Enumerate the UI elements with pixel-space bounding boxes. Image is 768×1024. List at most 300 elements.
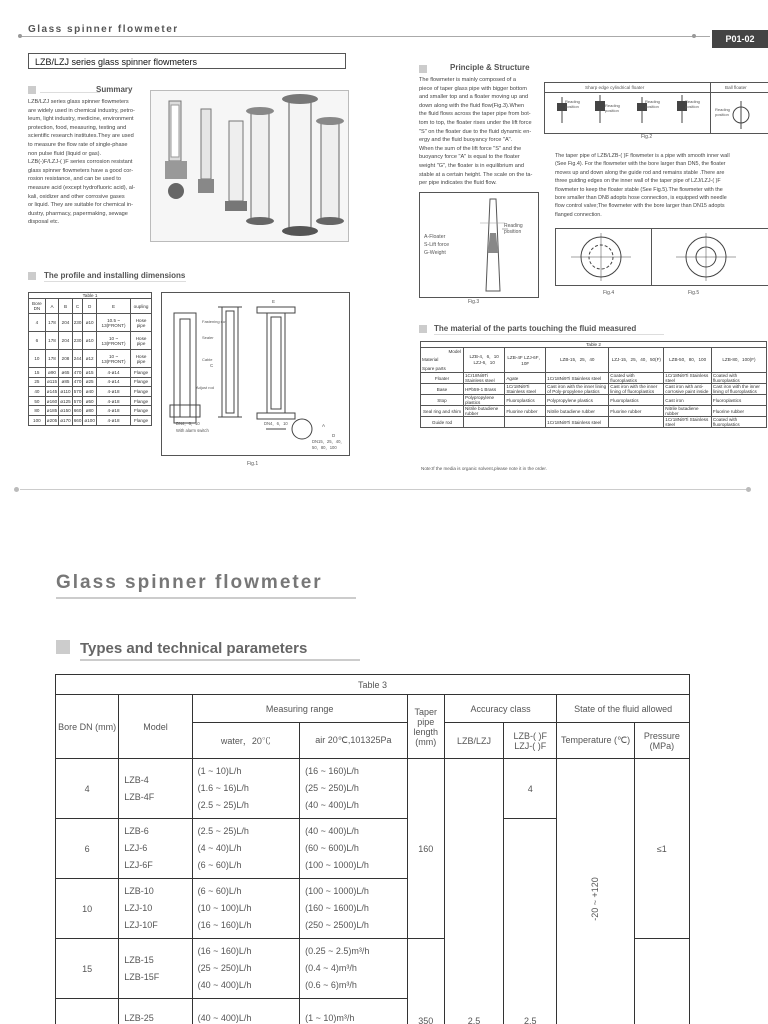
table1-cell: ø110: [59, 387, 72, 397]
principle-line: weight "G", the floater is in equilibrium and: [419, 162, 525, 169]
label-sealer: Sealer: [202, 335, 214, 340]
section-marker: [28, 86, 36, 94]
principle-line: piece of taper glass pipe with bigger bottom: [419, 85, 527, 92]
table2-model-header: LZB-4F LZJ-6F，10F: [505, 348, 546, 373]
table1-cell: Hose pipe: [131, 332, 152, 350]
label-dn-c: DN15，25，40，50，80，100: [312, 439, 345, 450]
fig3-reading-label: Reading position: [504, 223, 523, 235]
label-cable: Cable: [202, 357, 213, 362]
accuracy-cell: 2.5: [444, 759, 503, 1024]
table1-cell: ø40: [83, 387, 96, 397]
material-heading: The material of the parts touching the fluid measured: [434, 324, 637, 333]
table2-material-cell: 1Cr18Ni9Ti Stainless steel: [546, 373, 609, 384]
water-range: (16 ~ 160)L/h: [197, 920, 252, 930]
taper-line: flowmeter to keep the floater stable (See Fig.5).The flowmeter with the: [555, 186, 723, 193]
water-range: (1 ~ 10)L/h: [197, 766, 242, 776]
table1-cell: 25: [29, 377, 46, 387]
accuracy-f-cell: 2.5: [504, 819, 557, 1024]
table1-cell: ø12: [83, 350, 96, 368]
principle-line: stable at a certain height. The scale on the ta-: [419, 171, 533, 178]
model-cell: [119, 759, 192, 819]
water-cell: [192, 759, 300, 819]
table2-part-cell: Floater: [421, 373, 464, 384]
page2-section-text: Types and technical parameters: [80, 640, 308, 657]
air-range: (250 ~ 2500)L/h: [305, 920, 369, 930]
table1-cell: 178: [45, 350, 58, 368]
section-marker: [56, 640, 70, 654]
taper-pipe-text: [555, 152, 767, 219]
fig2-reading-label: Reading position: [685, 99, 700, 109]
product-photo: [150, 90, 349, 242]
figure-3: [419, 192, 539, 298]
summary-line: dustry, pharmacy, papermaking, sewage: [28, 210, 128, 217]
series-title: LZB/LZJ series glass spinner flowmeters: [28, 53, 346, 69]
summary-line: LZB(-)F/LZJ-( )F series corrosion resistant: [28, 159, 133, 166]
header-rule-dot: [692, 34, 696, 38]
table1-cell: 4-ø18: [96, 415, 130, 425]
table1-cell: 244: [72, 350, 83, 368]
taper-line: (See Fig.4). For the flowmeter with the bore larger than DN5, the floater: [555, 161, 726, 168]
table3-title: Table 3: [56, 675, 690, 695]
water-range: (2.5 ~ 25)L/h: [197, 826, 249, 836]
model-name: LZB-10: [124, 886, 154, 896]
water-range: (1.6 ~ 16)L/h: [197, 783, 249, 793]
fig2-reading-label: Reading position: [715, 107, 730, 117]
model-name: LZB-4: [124, 774, 149, 785]
table2-material-cell: Nitrile butadiene rubber: [546, 406, 609, 417]
table2-material-cell: Cast iron with the inner lining of Poly-propylene plastics: [546, 384, 609, 395]
principle-line: "S" on the floater due to the fluid dynamic en-: [419, 128, 532, 135]
table2-part-cell: Guide rod: [421, 417, 464, 428]
table-2: [420, 341, 767, 428]
table2-material-cell: Fluorine rubber: [609, 406, 664, 417]
table2-material-cell: Fluorine rubber: [505, 406, 546, 417]
model-name: LZJ-10F: [124, 920, 158, 930]
section-rule: [44, 281, 186, 282]
table-row: [29, 415, 152, 425]
model-name: LZB-6: [124, 826, 149, 836]
table-row: [421, 417, 767, 428]
dim-letter-c: C: [210, 363, 214, 368]
table1-cell: Flange: [131, 415, 152, 425]
summary-line: rosion resistance, and can be used to: [28, 176, 121, 183]
table2-material-cell: 1Cr18Ni9Ti Stainless steel: [546, 417, 609, 428]
header-rule: [20, 36, 710, 37]
page-separator: [20, 489, 748, 490]
table2-material-cell: [505, 417, 546, 428]
dim-letter-a: A: [322, 423, 326, 428]
table2-part-cell: Stop: [421, 395, 464, 406]
table2-model-header: LZB-50，80，100: [664, 348, 712, 373]
th-measuring: Measuring range: [192, 695, 407, 723]
air-range: (100 ~ 1000)L/h: [305, 860, 369, 870]
table2-model-header: LZB-4，6，10 LZJ-6，10: [464, 348, 505, 373]
th-model: Model: [119, 695, 192, 759]
model-cell: [119, 819, 192, 879]
taper-line: flanged connection.: [555, 211, 602, 218]
table1-cell: ø115: [45, 377, 58, 387]
table2-material-cell: Cast iron with the inner lining of fluoroplastics: [609, 384, 664, 395]
bore-cell: 6: [56, 819, 119, 879]
table1-cell: ø85: [59, 377, 72, 387]
water-range: (16 ~ 160)L/h: [197, 946, 252, 956]
th-lzb-lzj: LZB/LZJ: [444, 723, 503, 759]
table2-material-cell: 1Cr18Ni9Ti Stainless steel: [664, 417, 712, 428]
taper-pipe-cross-sections: [556, 229, 768, 285]
summary-line: disposal etc.: [28, 219, 60, 226]
table1-cell: ø25: [83, 377, 96, 387]
section-rule: [40, 92, 100, 93]
model-name: LZB-15: [124, 954, 154, 965]
table2-corner: [421, 348, 464, 373]
table2-material-cell: 1Cr18Ni9Ti Stainless steel: [664, 373, 712, 384]
model-name: LZJ-6F: [124, 860, 153, 870]
table-row: [29, 377, 152, 387]
table1-cell: ø185: [45, 406, 58, 416]
table2-material-cell: Cast iron with the inner lining of fluoroplastics: [711, 384, 766, 395]
table1-cell: 50: [29, 396, 46, 406]
table2-part-cell: Seal ring and shim: [421, 406, 464, 417]
summary-line: non pulse fluid (liquid or gas).: [28, 150, 102, 157]
th-state: State of the fluid allowed: [557, 695, 690, 723]
table2-material-cell: Coated with fluoroplastics: [711, 417, 766, 428]
summary-line: protection, food, measuring, testing and: [28, 124, 127, 131]
label-fastening-nut: Fastening nut: [202, 319, 227, 324]
table1-cell: Flange: [131, 406, 152, 416]
bore-cell: 4: [56, 759, 119, 819]
flowmeters-image: [151, 91, 348, 241]
fig3-label-weight: G-Weight: [424, 250, 446, 256]
principle-line: and smaller top and a floater moving up and: [419, 94, 529, 101]
table1-cell: ø65: [59, 368, 72, 378]
table1-cell: 470: [72, 368, 83, 378]
fig2-reading-label: Reading position: [645, 99, 660, 109]
air-cell: [300, 759, 408, 819]
air-cell: [300, 879, 408, 939]
principle-line: the fluid flows across the taper pipe from bot-: [419, 111, 531, 118]
fig3-caption: Fig.3: [468, 299, 480, 305]
principle-line: The flowmeter is mainly composed of a: [419, 77, 516, 83]
label-dn-a: DN4，6，10: [176, 421, 200, 426]
table-row: [29, 314, 152, 332]
water-cell: [192, 939, 300, 999]
table2-model-header: LZJ-15，25，40，50(F): [609, 348, 664, 373]
table-3: [55, 674, 690, 1024]
table1-header-cell: oupling: [131, 299, 152, 314]
summary-line: kali, oxidizer and other corrosive gases: [28, 193, 125, 200]
table2-material-cell: Nitrile butadiene rubber: [464, 406, 505, 417]
fig3-label-lift: S-Lift force: [424, 242, 450, 248]
corner-model: Model: [448, 349, 461, 354]
figure-1: [161, 292, 350, 456]
air-range: (160 ~ 1600)L/h: [305, 903, 369, 913]
table1-cell: ø160: [45, 396, 58, 406]
accuracy-f-cell: 4: [504, 759, 557, 819]
summary-line: or liquid. They are suitable for chemical in-: [28, 202, 133, 209]
table1-cell: 470: [72, 377, 83, 387]
table-row: [29, 332, 152, 350]
model-name: LZJ-10: [124, 903, 153, 913]
table2-material-cell: Polypropylene plastics: [464, 395, 505, 406]
figure-2: [544, 82, 768, 134]
water-range: (6 ~ 60)L/h: [197, 860, 242, 870]
water-range: (40 ~ 400)L/h: [197, 1013, 252, 1023]
separator-dot: [14, 487, 19, 492]
th-taper: Taper pipe length (mm): [407, 695, 444, 759]
table-1: [28, 292, 152, 426]
summary-line: glass spinner flowmeters have a good cor-: [28, 167, 134, 174]
separator-dot: [746, 487, 751, 492]
air-range: (40 ~ 400)L/h: [305, 826, 359, 836]
table1-cell: 660: [72, 415, 83, 425]
table1-cell: 570: [72, 396, 83, 406]
table2-material-cell: 1Cr18Ni9Ti Stainless steel: [505, 384, 546, 395]
table1-cell: 10 ~ 13(FRONT): [96, 332, 130, 350]
th-temperature: Temperature (℃): [557, 723, 634, 759]
table2-material-cell: Fluorine rubber: [711, 406, 766, 417]
principle-line: ergy and the fluid buoyancy force "A".: [419, 137, 513, 144]
section-marker: [419, 325, 427, 333]
table1-cell: ø170: [59, 415, 72, 425]
table1-cell: 80: [29, 406, 46, 416]
table1-cell: ø125: [59, 396, 72, 406]
table1-cell: 4-ø18: [96, 387, 130, 397]
table-row: [29, 368, 152, 378]
taper-cell: 160: [407, 759, 444, 939]
section-rule: [80, 659, 360, 661]
table1-cell: Flange: [131, 396, 152, 406]
table1-header-cell: B: [59, 299, 72, 314]
taper-cell: 350: [407, 939, 444, 1024]
table1-cell: Flange: [131, 368, 152, 378]
label-alarm-switch: With alarm switch: [176, 428, 209, 433]
fig2-reading-label: Reading position: [565, 99, 580, 109]
fig2-caption: Fig.2: [641, 134, 653, 140]
table1-cell: 4: [29, 314, 46, 332]
table1-cell: 660: [72, 406, 83, 416]
bore-cell: 10: [56, 879, 119, 939]
model-name: LZB-15F: [124, 971, 160, 982]
header-rule-dot: [18, 34, 22, 38]
table1-header-cell: Bore DN: [29, 299, 46, 314]
taper-line: flow control valve;The flowmeter with the bore larger than DN15 adopts: [555, 203, 725, 210]
table1-cell: 4-ø14: [96, 368, 130, 378]
model-name: LZJ-6: [124, 843, 148, 853]
fig2-right-title: Ball floater: [725, 85, 747, 90]
water-range: (40 ~ 400)L/h: [197, 980, 252, 990]
section-marker: [419, 65, 427, 73]
table2-material-cell: Coated with fluoroplastics: [609, 373, 664, 384]
taper-line: moves up and down along the guide rod and remains stable .There are: [555, 169, 725, 176]
label-dn-b: DN4，6，10: [264, 421, 288, 426]
table1-cell: ø150: [59, 406, 72, 416]
table1-cell: 4-ø14: [96, 377, 130, 387]
table-row: [29, 387, 152, 397]
summary-line: scientific research institutes.They are used: [28, 133, 134, 140]
air-range: (16 ~ 160)L/h: [305, 766, 359, 776]
dim-letter-e: E: [272, 299, 276, 304]
water-range: (10 ~ 100)L/h: [197, 903, 252, 913]
page-number-tag: P01-02: [712, 30, 768, 48]
label-adjust-rod: Adjust rod: [196, 385, 215, 390]
taper-line: The taper pipe of LZB/LZB-( )F flowmeter is a pipe with smooth inner wall: [555, 153, 730, 159]
table2-material-cell: Cast iron with anti-corrosive paint inside: [664, 384, 712, 395]
air-range: (25 ~ 250)L/h: [305, 783, 359, 793]
page2-title-rule: [56, 597, 356, 599]
table-row: [29, 350, 152, 368]
table1-cell: Hose pipe: [131, 314, 152, 332]
summary-heading: Summary: [96, 85, 133, 94]
table1-cell: 178: [45, 332, 58, 350]
section-marker: [28, 272, 36, 280]
table-row: [421, 384, 767, 395]
fig5-caption: Fig.5: [688, 290, 700, 296]
table2-material-cell: [609, 417, 664, 428]
table2-material-cell: Fluoroplastics: [609, 395, 664, 406]
profile-heading: The profile and installing dimensions: [44, 271, 186, 280]
table2-part-cell: Base: [421, 384, 464, 395]
table2-material-cell: Nitrile butadiene rubber: [664, 406, 712, 417]
water-range: (4 ~ 40)L/h: [197, 843, 242, 853]
air-range: (60 ~ 600)L/h: [305, 843, 359, 853]
fig3-label-floater: A-Floater: [424, 234, 446, 240]
model-name: LZB-25: [124, 1013, 154, 1023]
table1-header-cell: E: [96, 299, 130, 314]
air-range: (0.25 ~ 2.5)m³/h: [305, 946, 370, 956]
table-row: [29, 396, 152, 406]
taper-line: three guiding edges on the inner wall of the taper pipe of LZJ/LZJ-( )F: [555, 178, 721, 185]
table1-cell: ø50: [83, 396, 96, 406]
table2-model-header: LZB-80，100(F): [711, 348, 766, 373]
table1-cell: ø10: [83, 314, 96, 332]
fig4-caption: Fig.4: [603, 290, 615, 296]
summary-line: LZB/LZJ series glass spinner flowmeters: [28, 99, 129, 105]
air-range: (0.4 ~ 4)m³/h: [305, 963, 357, 973]
table-row: [421, 406, 767, 417]
water-range: (25 ~ 250)L/h: [197, 963, 252, 973]
table-row: [29, 406, 152, 416]
table1-cell: ø15: [83, 368, 96, 378]
principle-line: buoyancy force "A" is equal to the floater: [419, 154, 520, 161]
th-lzb-f: LZB-( )F LZJ-( )F: [504, 723, 557, 759]
table-row: [421, 395, 767, 406]
table2-material-cell: Polypropylene plastics: [546, 395, 609, 406]
table1-cell: 178: [45, 314, 58, 332]
corner-material: Material: [422, 357, 439, 362]
water-cell: [192, 819, 300, 879]
table1-cell: 570: [72, 387, 83, 397]
table-row: [56, 759, 690, 819]
bore-cell: 15: [56, 939, 119, 999]
th-bore: Bore DN (mm): [56, 695, 119, 759]
air-cell: [300, 999, 408, 1024]
table1-cell: Flange: [131, 377, 152, 387]
material-note: Note:If the media is organic solvent,please note it in the order.: [421, 466, 547, 471]
principle-line: per pipe indicates the fluid flow.: [419, 180, 497, 187]
table1-header-cell: C: [72, 299, 83, 314]
table1-cell: 4-ø18: [96, 396, 130, 406]
principle-text: [419, 76, 535, 188]
air-range: (100 ~ 1000)L/h: [305, 886, 369, 896]
table2-material-cell: HPb59-1 Brass: [464, 384, 505, 395]
water-range: (6 ~ 60)L/h: [197, 886, 242, 896]
summary-text: [28, 98, 146, 227]
summary-line: leum, light industry, medicine, environment: [28, 116, 134, 123]
principle-line: When the sum of the lift force "S" and the: [419, 145, 522, 152]
principle-heading: Principle & Structure: [450, 63, 530, 72]
th-accuracy: Accuracy class: [444, 695, 557, 723]
th-pressure: Pressure (MPa): [634, 723, 689, 759]
fig1-caption: Fig.1: [247, 461, 259, 467]
air-range: (40 ~ 400)L/h: [305, 800, 359, 810]
table2-model-header: LZB-15，25，40: [546, 348, 609, 373]
figures-4-5: [555, 228, 768, 286]
table2-material-cell: Agate: [505, 373, 546, 384]
table1-title: Table 1: [29, 293, 152, 299]
dim-letter-d: D: [332, 433, 336, 438]
model-cell: [119, 999, 192, 1024]
principle-line: down along with the fluid flow(Fig.3).When: [419, 102, 525, 109]
table1-cell: 6: [29, 332, 46, 350]
model-name: LZB-4F: [124, 791, 155, 802]
page2-section-heading: [56, 640, 307, 657]
page2-title: Glass spinner flowmeter: [56, 572, 323, 593]
table1-cell: 204: [59, 332, 72, 350]
th-water: water，20℃: [192, 723, 300, 759]
pressure-cell: ≤1: [634, 759, 689, 939]
table1-cell: 10.5 ~ 13(FRONT): [96, 314, 130, 332]
table1-cell: 10 ~ 13(FRONT): [96, 350, 130, 368]
corner-spare: Spare parts: [422, 366, 446, 371]
pressure-cell-empty: [634, 939, 689, 1024]
table1-cell: 230: [72, 332, 83, 350]
th-air: air 20℃,101325Pa: [300, 723, 408, 759]
table2-material-cell: Fluoroplastics: [505, 395, 546, 406]
table1-cell: ø80: [83, 406, 96, 416]
air-range: (0.6 ~ 6)m³/h: [305, 980, 357, 990]
temperature-value: -20 ~ +120: [590, 876, 601, 921]
table1-cell: ø10: [83, 332, 96, 350]
air-cell: [300, 939, 408, 999]
table1-cell: 4-ø18: [96, 406, 130, 416]
table1-cell: ø205: [45, 415, 58, 425]
water-cell: [192, 999, 300, 1024]
principle-line: tom to top, the floater rises under the lift force: [419, 119, 532, 126]
table1-cell: 204: [59, 314, 72, 332]
page-header-title: Glass spinner flowmeter: [28, 24, 179, 35]
water-cell: [192, 879, 300, 939]
table1-header-cell: D: [83, 299, 96, 314]
table1-cell: 100: [29, 415, 46, 425]
table2-title: Table 2: [421, 342, 767, 348]
table1-cell: 208: [59, 350, 72, 368]
table1-header-cell: A: [45, 299, 58, 314]
table2-material-cell: Fluoroplastics: [711, 395, 766, 406]
summary-line: measure acid (except hydrofluoric acid), al-: [28, 184, 135, 191]
taper-line: bore smaller than DN8 adopts hose connection, is equipped with needle: [555, 195, 727, 202]
air-range: (1 ~ 10)m³/h: [305, 1013, 355, 1023]
table1-cell: 10: [29, 350, 46, 368]
table1-cell: Hose pipe: [131, 350, 152, 368]
fig2-left-title: Sharp edge cylindrical floater: [585, 85, 645, 90]
water-range: (2.5 ~ 25)L/h: [197, 800, 249, 810]
table1-cell: 15: [29, 368, 46, 378]
table2-material-cell: [464, 417, 505, 428]
summary-line: are widely used in chemical industry, petro-: [28, 107, 135, 114]
table1-cell: 230: [72, 314, 83, 332]
section-rule: [434, 334, 664, 335]
table-row: [421, 373, 767, 384]
